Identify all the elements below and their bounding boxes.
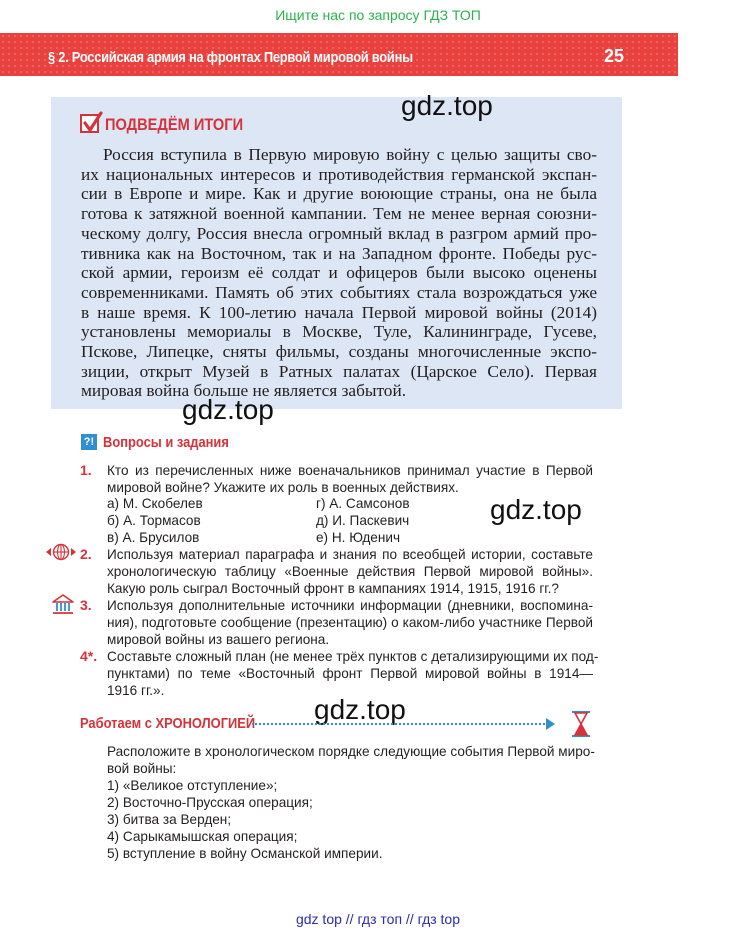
question-line: Составьте сложный план (не менее трёх пунктов с детализирующими их под- [107,649,599,664]
question-number: 2. [80,546,92,562]
answer-option: е) Н. Юденич [316,530,401,545]
arrow-right-icon [546,718,555,730]
answer-option: д) И. Паскевич [316,513,410,528]
checkbox-check-icon [80,114,99,133]
summary-line: современниками. Память об этих событиях стала возрождаться уже [81,282,597,302]
chronology-item: 1) «Великое отступление»; [107,778,278,793]
chronology-item: 3) битва за Верден; [107,812,232,827]
summary-line: Пскове, Липецке, сняты фильмы, созданы многочисленные экспо- [81,342,597,362]
summary-line: ческому долгу, Россия внесла огромный вклад в разгром армий про- [81,223,597,243]
globe-icon [45,543,77,561]
summary-line: Россия вступила в Первую мировую войну с целью защиты сво- [103,145,597,164]
answer-option: г) А. Самсонов [316,496,410,511]
summary-line: в наше время. К 100-летию начала Первой мировой войны (2014) [81,302,597,322]
summary-line: ской армии, героизм её солдат и офицеров были высоко оценены [81,263,597,283]
question-line: мировой войне? Укажите их роль в военных действиях. [107,480,459,495]
watermark: gdz.top [401,90,493,121]
top-search-link[interactable]: Ищите нас по запросу ГДЗ ТОП [275,7,481,23]
chronology-dotted-line [252,723,548,725]
task-line: Расположите в хронологическом порядке следующие события Первой миро- [107,744,595,759]
questions-heading: Вопросы и задания [103,434,229,451]
task-line: вой войны: [107,761,177,776]
questions-icon: ?! [81,434,97,450]
question-line: пунктами) по теме «Восточный фронт Первой мировой войны в 1914— [107,666,593,681]
question-line: Какую роль сыграл Восточный фронт в кампаниях 1914, 1915, 1916 гг.? [107,581,559,596]
summary-line: тивника как на Восточном, так и на Западном фронте. Победы рус- [81,243,597,263]
page-number: 25 [604,46,625,66]
question-number: 4*. [80,648,98,664]
question-line: Используя материал параграфа и знания по всеобщей истории, составьте [107,547,593,562]
question-line: хронологическую таблицу «Военные действия Первой мировой войны». [107,564,593,579]
chronology-heading: Работаем с ХРОНОЛОГИЕЙ [80,715,256,732]
summary-line: сии в Европе и мире. Как и другие воюющие страны, она не была [81,184,597,204]
footer-links[interactable]: gdz top // гдз топ // гдз top [295,911,461,927]
answer-option: в) А. Брусилов [107,530,200,545]
question-line: Кто из перечисленных ниже военачальников принимал участие в Первой [107,463,593,478]
answer-option: б) А. Тормасов [107,513,201,528]
summary-line: готова к затяжной военной кампании. Тем не менее верная союзни- [81,204,597,224]
summary-line: их национальных интересов и противодействия германской экспан- [81,164,597,184]
chronology-item: 2) Восточно-Прусская операция; [107,795,313,810]
summary-text [81,145,597,401]
hourglass-icon [570,710,592,738]
question-line: 1916 гг.». [107,683,165,698]
question-number: 1. [80,462,92,478]
question-line: Используя дополнительные источники информации (дневники, воспомина- [107,598,593,613]
watermark: gdz.top [182,394,274,425]
question-line: мировой войны из вашего региона. [107,632,330,647]
chronology-item: 5) вступление в войну Османской империи. [107,846,383,861]
question-line: ния), подготовьте сообщение (презентацию) о каком-либо участнике Первой [107,615,593,630]
summary-line: установлены мемориалы в Москве, Туле, Калининграде, Гусеве, [81,322,597,342]
museum-icon [51,593,75,615]
answer-option: а) М. Скобелев [107,496,203,511]
chronology-item: 4) Сарыкамышская операция; [107,829,298,844]
watermark: gdz.top [314,694,406,725]
watermark: gdz.top [490,494,582,525]
section-title: § 2. Российская армия на фронтах Первой мировой войны [48,49,413,66]
summary-heading: ПОДВЕДЁМ ИТОГИ [105,115,244,134]
question-number: 3. [80,597,92,613]
summary-line: зиции, открыт Музей в Ратных палатах (Царское Село). Первая [81,361,597,381]
summary-line: мировая война больше не является забытой. [81,381,407,401]
